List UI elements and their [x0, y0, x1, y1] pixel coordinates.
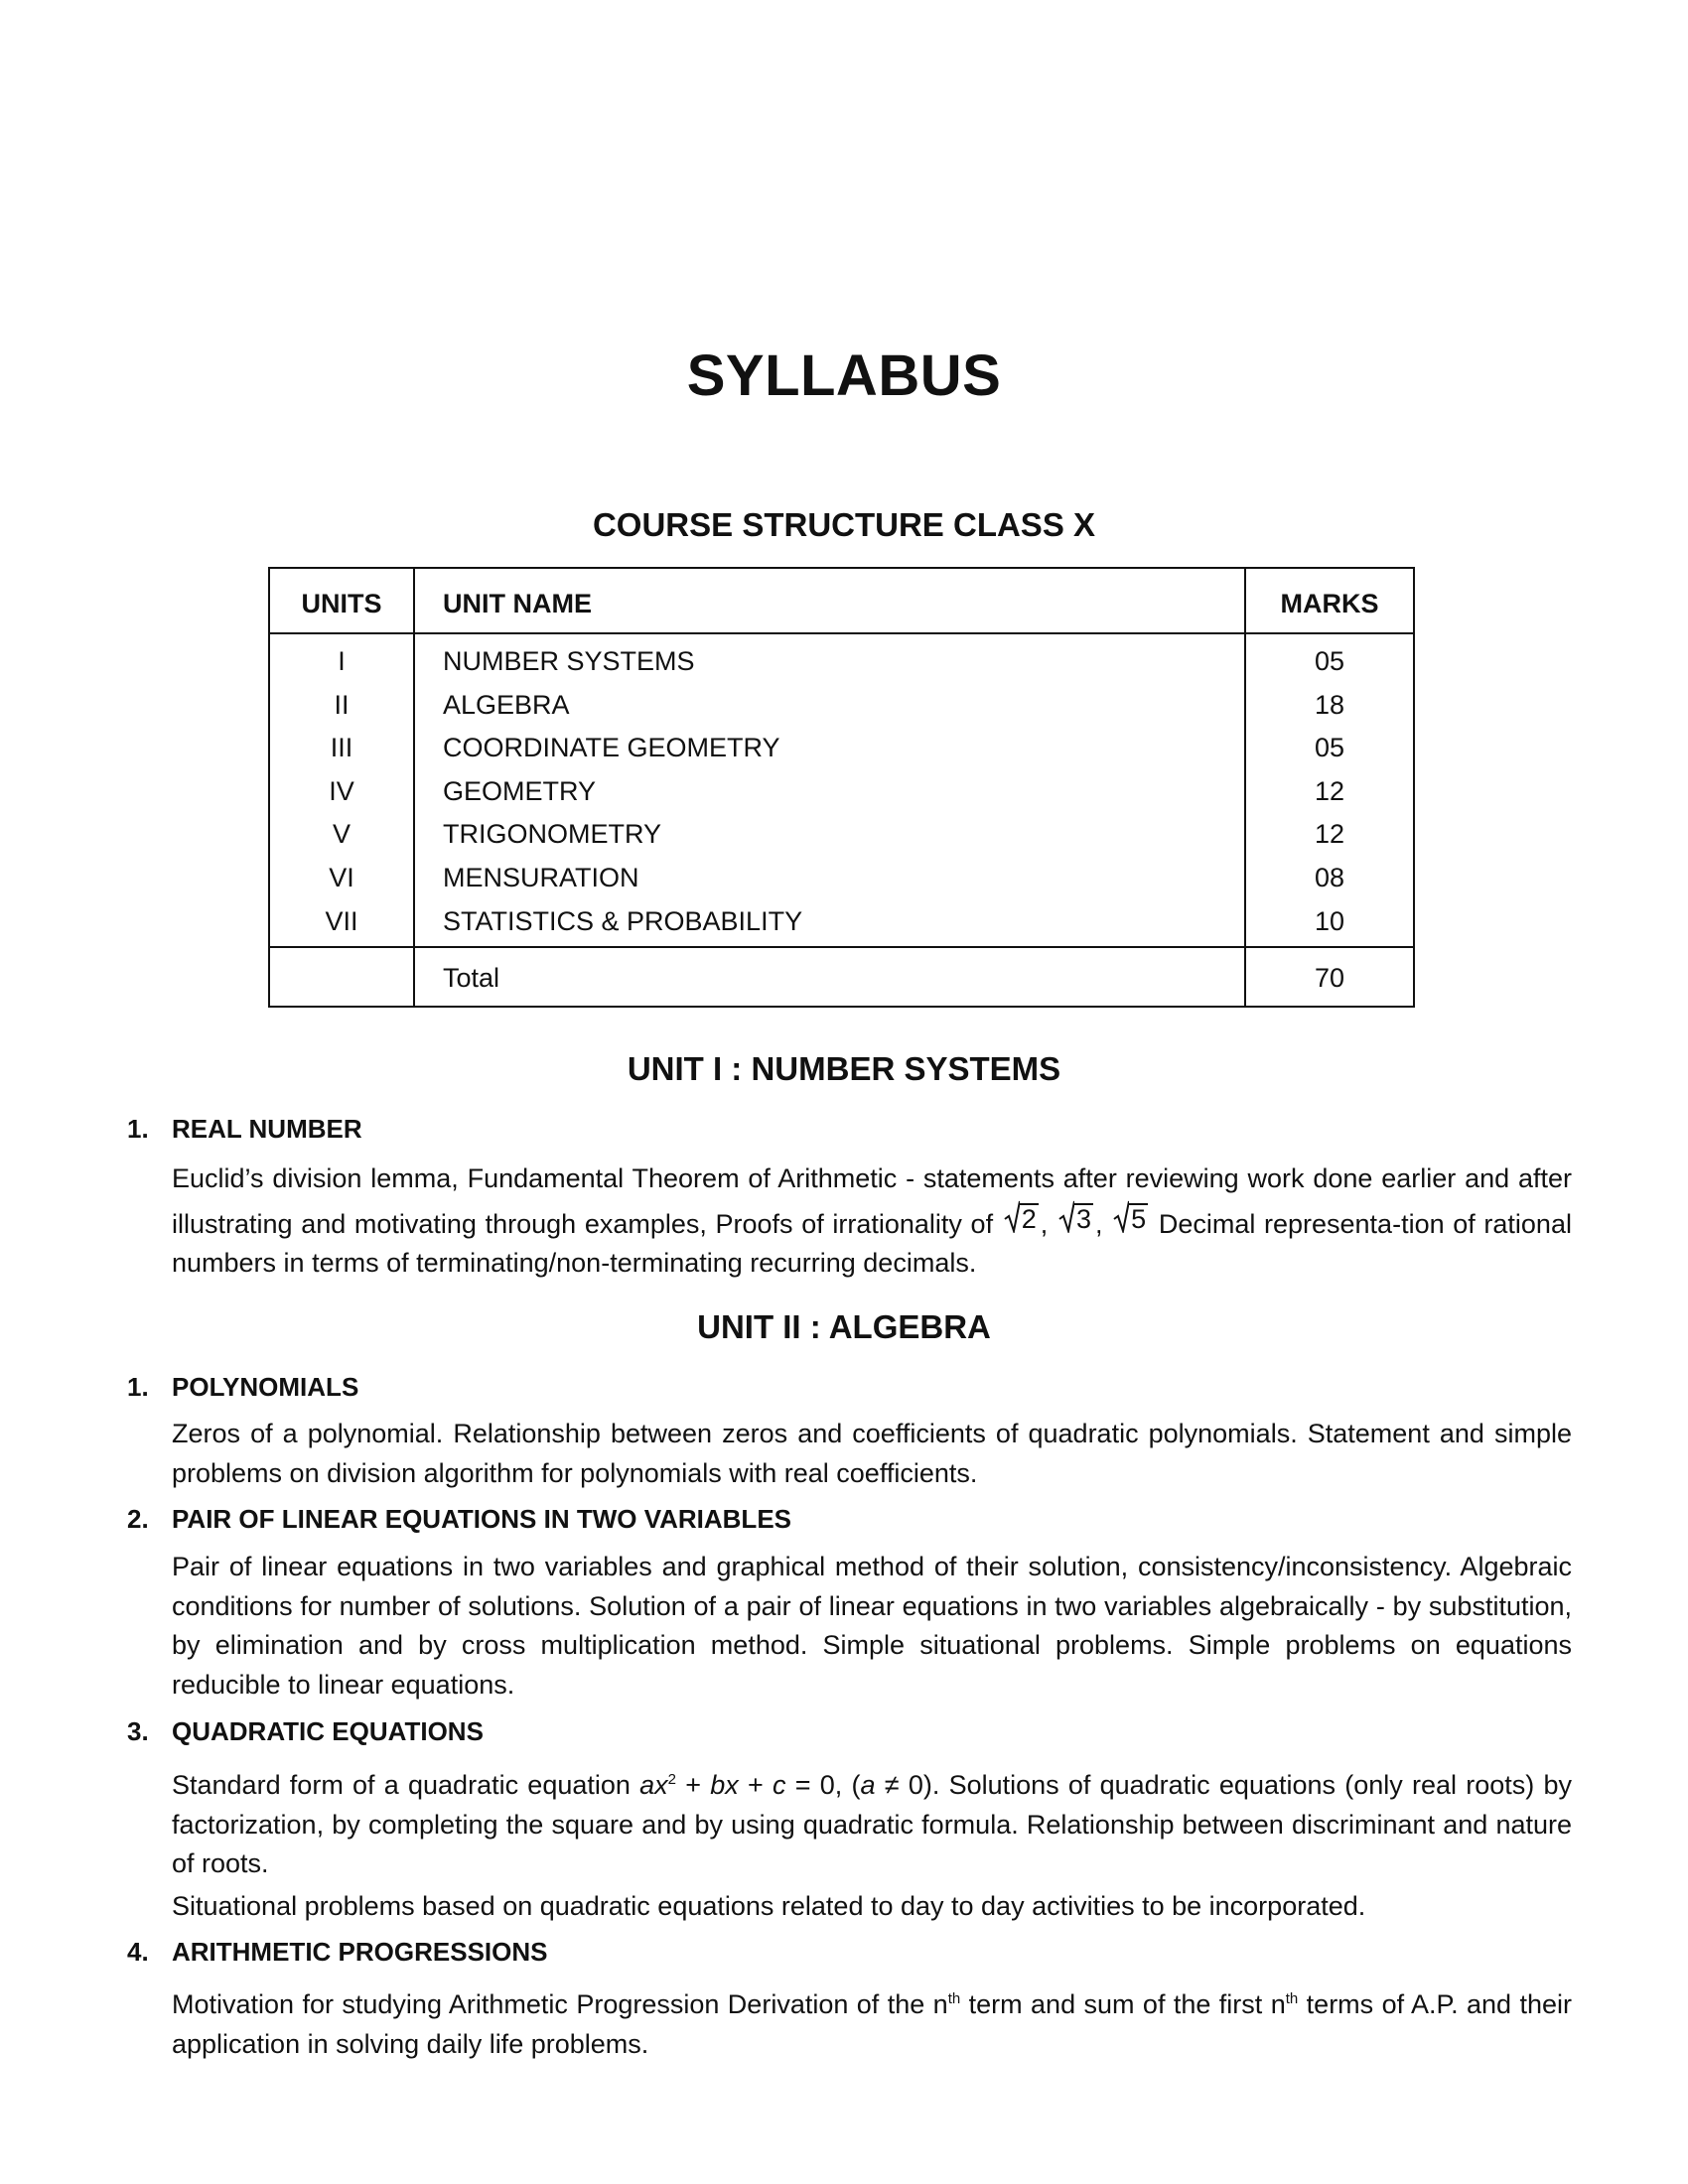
row-unit-number: II — [334, 690, 350, 720]
row-unit-number: III — [330, 733, 353, 762]
radicand: 5 — [1131, 1203, 1147, 1234]
total-marks: 70 — [1314, 963, 1345, 993]
header-unit-name: UNIT NAME — [443, 589, 592, 618]
total-label: Total — [443, 963, 500, 993]
row-unit-number: IV — [329, 776, 354, 806]
row-unit-number: V — [332, 819, 351, 849]
superscript: th — [1285, 1990, 1299, 2007]
topic-number: 3. — [127, 1716, 149, 1746]
course-structure-table — [268, 567, 1415, 1008]
row-unit-name: ALGEBRA — [443, 690, 570, 720]
row-marks: 10 — [1314, 906, 1345, 936]
row-marks: 18 — [1314, 690, 1345, 720]
linear-equations-description: Pair of linear equations in two variables and graphical method of their solution, consistency/inconsistency. Algebraic conditions for number of solutions. Solution of a pair of linear equations in two variables algebraically - by substitution, by elimination and by cross multiplication method. Simple situational problems. Simple problems on equations reducible to linear equations. — [172, 1552, 1572, 1700]
topic-polynomials — [127, 1372, 358, 1403]
header-marks: MARKS — [1280, 589, 1379, 618]
sqrt-symbol — [1058, 1199, 1093, 1233]
sqrt-symbol — [1004, 1199, 1039, 1233]
topic-number: 1. — [127, 1372, 149, 1402]
description-text: Standard form of a quadratic equation — [172, 1770, 631, 1800]
topic-title: REAL NUMBER — [172, 1114, 362, 1144]
row-unit-name: TRIGONOMETRY — [443, 819, 662, 849]
topic-number: 1. — [127, 1114, 149, 1144]
description-text: Decimal representa-tion of rational numbers in terms of terminating/non-terminating recurring decimals. — [172, 1208, 1572, 1278]
row-unit-name: GEOMETRY — [443, 776, 597, 806]
eq-x: x — [725, 1770, 739, 1800]
description-text: term and sum of the first n — [968, 1989, 1286, 2019]
real-number-description — [172, 1160, 1572, 1284]
description-text: terms of A.P. and their application in solving daily life problems. — [172, 1989, 1572, 2059]
row-marks: 08 — [1314, 863, 1345, 892]
polynomials-description: Zeros of a polynomial. Relationship between zeros and coefficients of quadratic polynomials. Statement and simple problems on division algorithm for polynomials with real coefficients. — [172, 1419, 1572, 1488]
table-divider — [270, 632, 1413, 634]
eq-plus: + — [748, 1770, 764, 1800]
separator: , — [1040, 1208, 1049, 1239]
superscript: th — [947, 1990, 961, 2007]
topic-number: 2. — [127, 1504, 149, 1534]
topic-title: QUADRATIC EQUATIONS — [172, 1716, 484, 1746]
eq-a: a — [639, 1770, 655, 1800]
description-text: Euclid’s division lemma, Fundamental Theorem of Arithmetic - statements after reviewing work done earlier and after illustrating and motivating through examples, Proofs of irrationality of — [172, 1163, 1572, 1239]
eq-plus: + — [685, 1770, 702, 1800]
row-unit-name: MENSURATION — [443, 863, 639, 892]
row-marks: 12 — [1314, 819, 1345, 849]
course-structure-title: COURSE STRUCTURE CLASS X — [592, 506, 1096, 543]
row-unit-name: NUMBER SYSTEMS — [443, 646, 695, 676]
unit-1-heading: UNIT I : NUMBER SYSTEMS — [627, 1050, 1061, 1087]
quadratic-equation — [639, 1770, 939, 1800]
eq-c: c — [773, 1770, 786, 1800]
topic-number: 4. — [127, 1937, 149, 1967]
eq-condition: ≠ 0). — [884, 1770, 940, 1800]
eq-b: b — [710, 1770, 726, 1800]
table-divider — [270, 946, 1413, 948]
quadratic-situational-note: Situational problems based on quadratic equations related to day to day activities to be incorporated. — [172, 1891, 1366, 1921]
topic-title: ARITHMETIC PROGRESSIONS — [172, 1937, 548, 1967]
topic-real-number — [127, 1114, 362, 1145]
row-unit-number: VI — [329, 863, 354, 892]
description-text: Solutions of quadratic equations (only real roots) by factorization, by completing the square and by using quadratic formula. Relationship between discriminant and nature of roots. — [172, 1770, 1572, 1878]
description-text: Motivation for studying Arithmetic Progression Derivation of the n — [172, 1989, 948, 2019]
row-marks: 12 — [1314, 776, 1345, 806]
eq-a: a — [860, 1770, 876, 1800]
row-unit-name: STATISTICS & PROBABILITY — [443, 906, 803, 936]
topic-linear-equations — [127, 1504, 791, 1535]
topic-title: PAIR OF LINEAR EQUATIONS IN TWO VARIABLES — [172, 1504, 791, 1534]
topic-arithmetic-progressions — [127, 1937, 547, 1968]
row-unit-number: I — [338, 646, 346, 676]
sqrt-symbol — [1113, 1199, 1148, 1233]
page-title: SYLLABUS — [686, 343, 1002, 408]
topic-title: POLYNOMIALS — [172, 1372, 359, 1402]
quadratic-equations-description — [172, 1760, 1572, 1884]
separator: , — [1094, 1208, 1103, 1239]
table-divider — [413, 569, 415, 1006]
row-marks: 05 — [1314, 733, 1345, 762]
radicand: 3 — [1075, 1203, 1091, 1234]
radicand: 2 — [1021, 1203, 1037, 1234]
eq-equals: = 0, ( — [794, 1770, 861, 1800]
row-marks: 05 — [1314, 646, 1345, 676]
unit-2-heading: UNIT II : ALGEBRA — [697, 1308, 991, 1345]
row-unit-number: VII — [325, 906, 358, 936]
eq-exponent: 2 — [667, 1771, 677, 1788]
arithmetic-progressions-description — [172, 1979, 1572, 2064]
row-unit-name: COORDINATE GEOMETRY — [443, 733, 780, 762]
topic-quadratic-equations — [127, 1716, 484, 1747]
eq-x: x — [654, 1770, 668, 1800]
header-units: UNITS — [301, 589, 382, 618]
